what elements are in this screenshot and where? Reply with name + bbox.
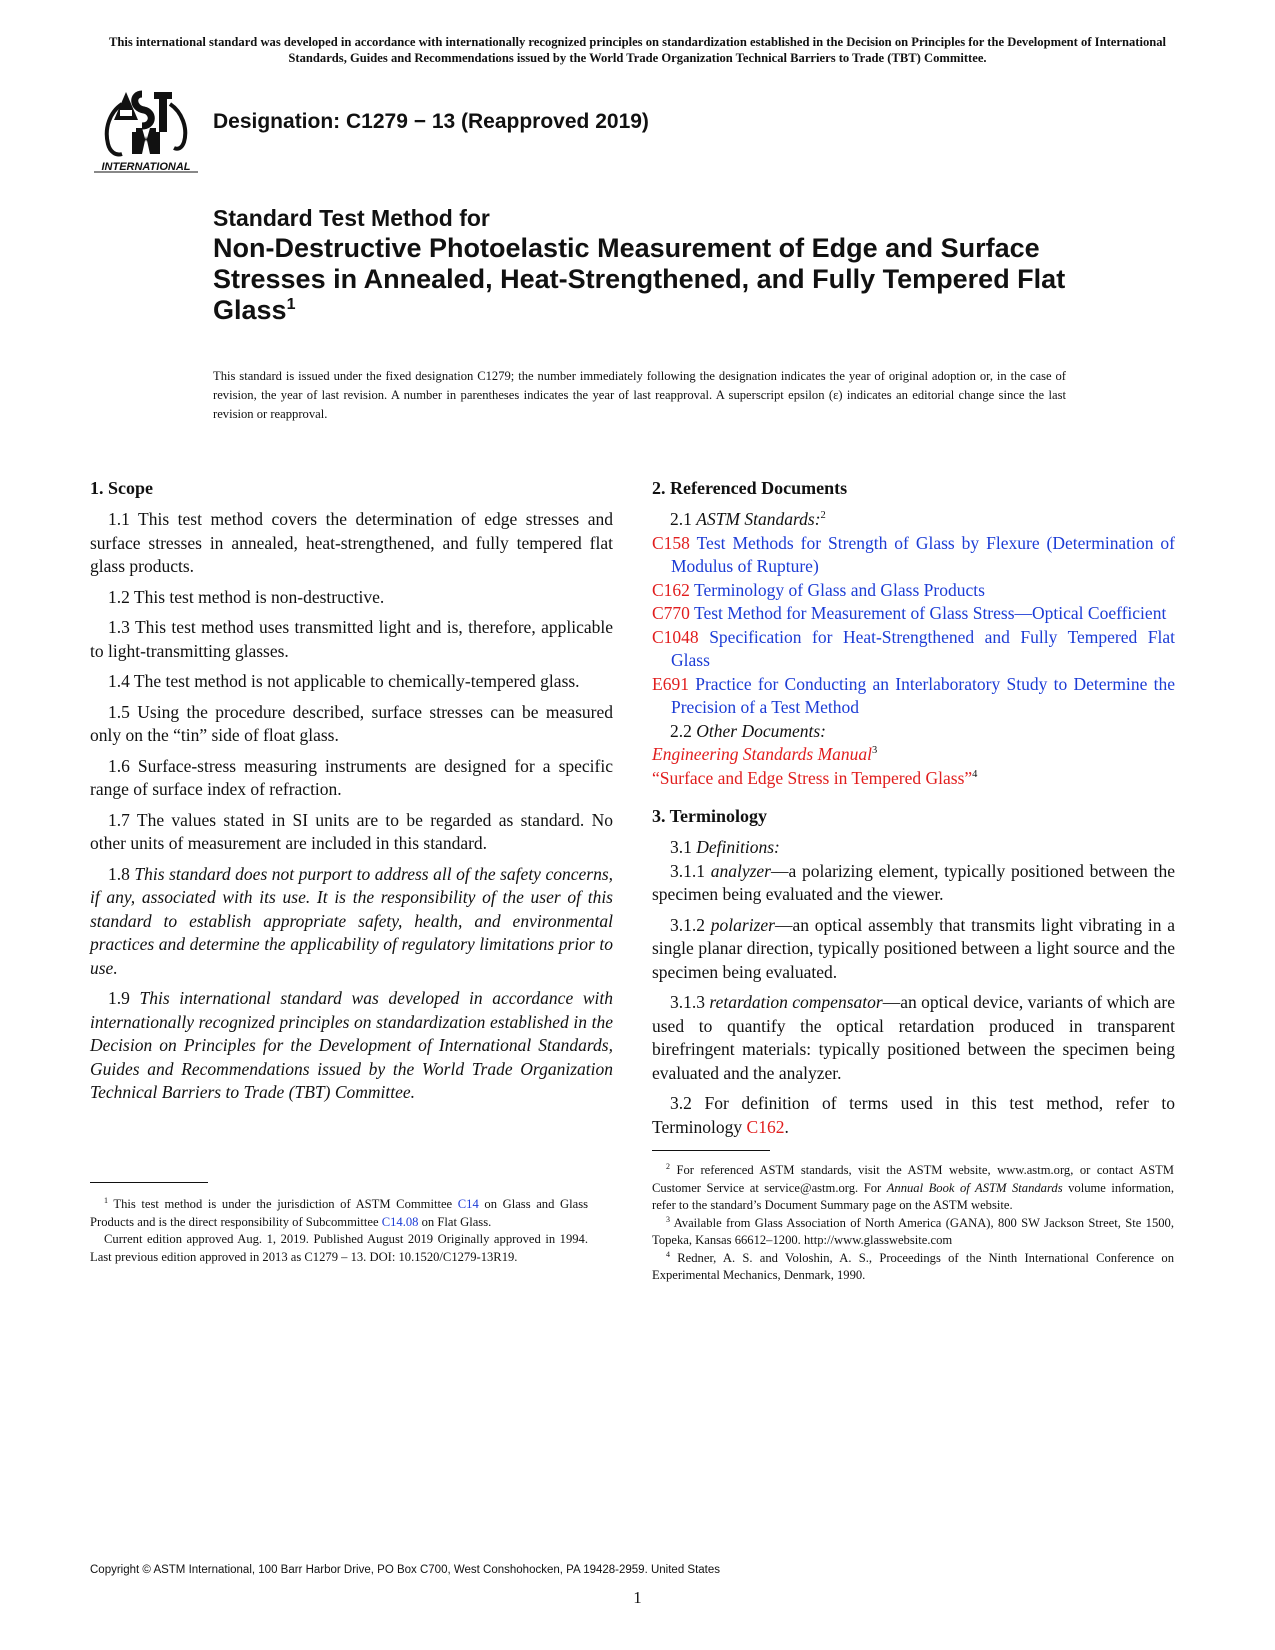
reference-title: Practice for Conducting an Interlaboratory Study to Determine the Precision of a Test Method: [671, 673, 1175, 717]
text-fragment: analyzer: [710, 860, 771, 881]
scope-heading: 1. Scope: [90, 478, 153, 498]
text-fragment: 2: [820, 510, 826, 522]
text-fragment: 1: [104, 1195, 108, 1205]
document-title: [213, 203, 1113, 326]
text-fragment: 3.1.1: [670, 860, 705, 881]
reference-code: E691: [652, 673, 689, 694]
text-fragment: volume information, refer to the standard’s Document Summary page on the ASTM website.: [652, 1180, 1174, 1212]
text-fragment: ASTM Standards:: [696, 509, 821, 529]
reference-list: [652, 532, 1175, 720]
text-fragment: 2: [666, 1161, 670, 1171]
para-1-8: [90, 863, 613, 981]
text-fragment: on Flat Glass.: [421, 1214, 492, 1229]
para-1-2: 1.2 This test method is non-destructive.: [108, 586, 385, 607]
logo-caption: INTERNATIONAL: [101, 161, 191, 173]
reference-item[interactable]: [652, 673, 1175, 720]
text-fragment: 3: [872, 745, 878, 757]
text-fragment: 3.2 For definition of terms used in this test method, refer to Terminology: [652, 1093, 1175, 1137]
reference-title: Test Method for Measurement of Glass Stress—Optical Coefficient: [694, 603, 1167, 623]
definitions-subhead: [652, 836, 1175, 860]
para-1-8-text: This standard does not purport to address all of the safety concerns, if any, associated with its use. It is the responsibility of the user of this standard to establish appropriate safety, health, and environmental practices and determine the applicability of regulatory limitations prior to use.: [90, 863, 614, 978]
reference-code: C770: [652, 603, 690, 623]
text-fragment: —an optical device, variants of which are used to quantify the optical retardation produced in transparent birefringent materials: typically positioned between the specimen being evaluated and the analyzer.: [652, 992, 1175, 1083]
footnote-1: [90, 1196, 588, 1231]
terminology-heading: 3. Terminology: [652, 806, 768, 826]
text-fragment: “Surface and Edge Stress in Tempered Glass”: [652, 767, 973, 788]
footnotes-left: [90, 1196, 588, 1266]
term-analyzer: [652, 860, 1175, 907]
c14-08-link[interactable]: C14.08: [381, 1214, 419, 1229]
text-fragment: 2.1: [670, 509, 692, 529]
page-number: 1: [633, 1588, 642, 1607]
text-fragment: polarizer: [710, 914, 775, 935]
text-fragment: For referenced ASTM standards, visit the ASTM website, www.astm.org, or contact ASTM Customer Service at service@astm.org. For: [652, 1163, 1174, 1195]
para-1-3: 1.3 This test method uses transmitted light and is, therefore, applicable to light-transmitting glasses.: [90, 617, 613, 661]
reference-code: C158: [652, 532, 690, 553]
footnotes-right: [652, 1162, 1174, 1285]
text-fragment: 3: [666, 1214, 670, 1224]
text-fragment: 3.1.2: [670, 914, 705, 935]
text-fragment: Available from Glass Association of North America (GANA), 800 SW Jackson Street, Ste 1500, Topeka, Kansas 66612–1200. http://www.glasswebsite.com: [652, 1215, 1174, 1247]
left-column: [90, 476, 613, 1112]
astm-standards-subhead: [652, 508, 1175, 532]
reference-title: Test Methods for Strength of Glass by Flexure (Determination of Modulus of Rupture): [671, 532, 1175, 576]
text-fragment: 2.2: [670, 720, 692, 741]
term-retardation-compensator: [652, 991, 1175, 1085]
referenced-heading: 2. Referenced Documents: [652, 478, 848, 498]
footnote-1-edition: Current edition approved Aug. 1, 2019. Published August 2019 Originally approved in 1994. Last previous edition approved in 2013 as C1279 – 13. DOI: 10.1520/C1279-13R19.: [90, 1232, 588, 1264]
right-column: [652, 476, 1175, 1146]
para-1-7: 1.7 The values stated in SI units are to be regarded as standard. No other units of measurement are included in this standard.: [90, 809, 613, 853]
reference-item[interactable]: [652, 602, 1175, 626]
text-fragment: —an optical assembly that transmits light vibrating in a single planar direction, typically positioned between a light source and the specimen being evaluated.: [652, 914, 1175, 982]
para-1-9: [90, 987, 613, 1105]
other-doc-1[interactable]: [652, 743, 1175, 767]
reference-title: Specification for Heat-Strengthened and Fully Tempered Flat Glass: [671, 626, 1176, 670]
standardization-notice: This international standard was developed in accordance with internationally recognized principles on standardization established in the Decision on Principles for the Development of International Standards, Guides and Recommendations issued by the World Trade Organization Technical Barriers to Trade (TBT) Committee.: [108, 35, 1167, 65]
title-main-text: Non-Destructive Photoelastic Measurement of Edge and Surface Stresses in Annealed, Heat-Strengthened, and Fully Tempered Flat Glass: [213, 233, 1066, 325]
text-fragment: This test method is under the jurisdiction of ASTM Committee: [113, 1197, 453, 1211]
para-3-2: [652, 1092, 1175, 1139]
para-1-9-text: This international standard was developed in accordance with internationally recognized principles on standardization established in the Decision on Principles for the Development of International Standards, Guides and Recommendations issued by the World Trade Organization Technical Barriers to Trade (TBT) Committee.: [90, 988, 614, 1102]
text-fragment: on Glass and Glass Products and is the direct responsibility of Subcommittee: [90, 1197, 588, 1229]
footnote-rule-right: [652, 1150, 770, 1151]
c14-link[interactable]: C14: [457, 1197, 479, 1211]
reference-item[interactable]: [652, 532, 1175, 579]
title-main: [213, 233, 1113, 326]
reference-item[interactable]: [652, 579, 1175, 603]
text-fragment: —a polarizing element, typically positioned between the specimen being evaluated and the viewer.: [652, 860, 1175, 904]
text-fragment: .: [784, 1116, 789, 1137]
other-doc-2[interactable]: [652, 767, 1175, 791]
text-fragment: Annual Book of ASTM Standards: [886, 1180, 1063, 1195]
reference-title: Terminology of Glass and Glass Products: [694, 579, 985, 600]
para-1-5: 1.5 Using the procedure described, surface stresses can be measured only on the “tin” side of float glass.: [90, 701, 613, 745]
para-1-8-num: 1.8: [108, 863, 130, 884]
title-footnote-mark: 1: [286, 296, 296, 313]
para-1-6: 1.6 Surface-stress measuring instruments are designed for a specific range of surface index of refraction.: [90, 755, 613, 799]
text-fragment: 4: [972, 768, 978, 780]
text-fragment: Definitions:: [696, 837, 780, 857]
astm-logo: [92, 84, 200, 176]
designation: Designation: C1279 − 13 (Reapproved 2019): [213, 110, 649, 133]
reference-item[interactable]: [652, 626, 1175, 673]
text-fragment: retardation compensator: [709, 992, 883, 1012]
para-1-4: 1.4 The test method is not applicable to chemically-tempered glass.: [108, 671, 580, 691]
text-fragment: Other Documents:: [696, 720, 827, 741]
footnote-4: [652, 1250, 1174, 1285]
footnote-rule-left: [90, 1182, 208, 1183]
footnote-2: [652, 1162, 1174, 1215]
other-documents-subhead: [652, 720, 1175, 744]
text-fragment: Redner, A. S. and Voloshin, A. S., Proceedings of the Ninth International Conference on Experimental Mechanics, Denmark, 1990.: [652, 1250, 1174, 1282]
term-polarizer: [652, 914, 1175, 985]
text-fragment: 3.1: [670, 837, 692, 857]
para-1-9-num: 1.9: [108, 988, 130, 1008]
c162-link[interactable]: C162: [746, 1116, 785, 1137]
text-fragment: Engineering Standards Manual: [652, 744, 873, 764]
copyright-line: Copyright © ASTM International, 100 Barr Harbor Drive, PO Box C700, West Conshohocken, PA 19428-2959. United States: [90, 1564, 721, 1576]
reference-code: C162: [652, 579, 690, 600]
para-1-1: 1.1 This test method covers the determination of edge stresses and surface stresses in annealed, heat-strengthened, and fully tempered flat glass products.: [90, 509, 613, 576]
text-fragment: 4: [666, 1249, 670, 1259]
reference-code: C1048: [652, 626, 699, 647]
footnote-3: [652, 1215, 1174, 1250]
title-line1: Standard Test Method for: [213, 205, 490, 231]
text-fragment: 3.1.3: [670, 992, 705, 1012]
issue-note: This standard is issued under the fixed designation C1279; the number immediately following the designation indicates the year of original adoption or, in the case of revision, the year of last revision. A number in parentheses indicates the year of last reapproval. A superscript epsilon (ε) indicates an editorial change since the last revision or reapproval.: [213, 369, 1066, 421]
